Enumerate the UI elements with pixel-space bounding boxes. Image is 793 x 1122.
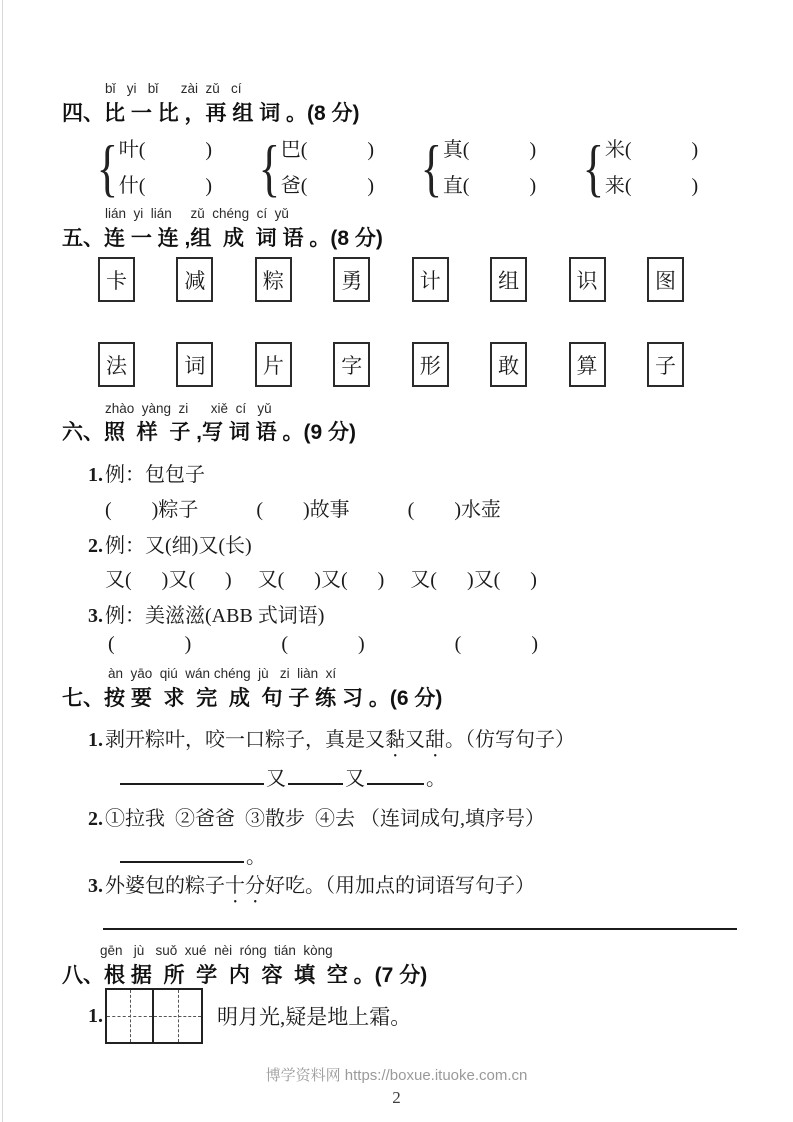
section-8-pinyin: gēn jù suǒ xué nèi róng tián kòng bbox=[100, 943, 333, 958]
section-8-title: 八、根 据 所 学 内 容 填 空 。(7 分) bbox=[62, 964, 428, 987]
grid-cell bbox=[107, 990, 154, 1042]
question-6-2 bbox=[88, 529, 252, 558]
conjunction: 又 bbox=[266, 768, 286, 790]
question-6-3-blanks bbox=[108, 633, 538, 656]
fill-blank bbox=[288, 763, 343, 785]
section-4-title: 四、比 一 比 ，再 组 词 。(8 分) bbox=[62, 102, 360, 125]
question-number: 1. bbox=[88, 729, 103, 751]
question-number: 2. bbox=[88, 535, 103, 557]
word-pair-top: 叶( ) bbox=[118, 139, 213, 161]
question-number: 1. bbox=[88, 464, 103, 486]
brace-icon: { bbox=[96, 132, 119, 203]
grid-dashed-horizontal bbox=[154, 1016, 201, 1017]
question-7-1-fill bbox=[118, 762, 446, 791]
question-6-3 bbox=[88, 599, 324, 628]
char-box: 计 bbox=[412, 257, 449, 302]
word-pair bbox=[254, 133, 374, 203]
blank-parens: ( ) bbox=[108, 633, 192, 655]
dotted-word: 十分 bbox=[225, 875, 265, 897]
char-box: 敢 bbox=[490, 342, 527, 387]
fill-blank bbox=[367, 763, 424, 785]
word-pair-top: 真( ) bbox=[442, 139, 537, 161]
sentence-text: ①拉我 ②爸爸 ③散步 ④去 （连词成句,填序号） bbox=[105, 808, 545, 830]
char-box: 词 bbox=[176, 342, 213, 387]
blank-parens: 又( )又( ) bbox=[105, 569, 232, 591]
section-7-pinyin: àn yāo qiú wán chéng jù zi liàn xí bbox=[108, 666, 337, 681]
char-box: 片 bbox=[255, 342, 292, 387]
section-5-title: 五、连 一 连 ,组 成 词 语 。(8 分) bbox=[62, 227, 383, 250]
question-7-1 bbox=[88, 723, 575, 762]
char-box: 子 bbox=[647, 342, 684, 387]
dotted-word: 黏 bbox=[385, 729, 405, 751]
question-7-2 bbox=[88, 802, 545, 831]
word-pair bbox=[416, 133, 536, 203]
char-box: 卡 bbox=[98, 257, 135, 302]
answer-line bbox=[103, 928, 737, 930]
section-4-pinyin: bǐ yi bǐ zài zǔ cí bbox=[105, 81, 242, 96]
grid-cell bbox=[154, 990, 201, 1042]
blank-parens: ( )粽子 bbox=[105, 499, 199, 521]
example-text: 例：又(细)又(长) bbox=[105, 535, 252, 557]
brace-icon: { bbox=[582, 132, 605, 203]
question-7-2-fill bbox=[118, 840, 266, 869]
blank-parens: 又( )又( ) bbox=[410, 569, 537, 591]
char-box: 算 bbox=[569, 342, 606, 387]
brace-icon: { bbox=[258, 132, 281, 203]
question-number: 1. bbox=[88, 1004, 103, 1027]
blank-parens: ( ) bbox=[454, 633, 538, 655]
question-number: 3. bbox=[88, 875, 103, 897]
brace-icon: { bbox=[420, 132, 443, 203]
question-6-1 bbox=[88, 458, 205, 487]
section-5-box-row-1 bbox=[98, 257, 684, 302]
word-pair-top: 米( ) bbox=[604, 139, 699, 161]
section-6-pinyin: zhào yàng zi xiě cí yǔ bbox=[105, 401, 272, 416]
grid-dashed-horizontal bbox=[107, 1016, 152, 1017]
question-7-3 bbox=[88, 869, 535, 908]
section-5-box-row-2 bbox=[98, 342, 684, 387]
char-box: 识 bbox=[569, 257, 606, 302]
blank-parens: ( )故事 bbox=[256, 499, 350, 521]
sentence-text: 剥开粽叶，咬一口粽子，真是又黏又甜。（仿写句子） bbox=[105, 729, 575, 751]
footer-site: 博学资料网 https://boxue.ituoke.com.cn bbox=[265, 1067, 528, 1084]
tian-zi-grid bbox=[105, 988, 203, 1044]
section-4-pairs bbox=[92, 133, 698, 203]
section-7-title: 七、按 要 求 完 成 句 子 练 习 。(6 分) bbox=[62, 687, 443, 710]
page-number: 2 bbox=[392, 1088, 401, 1107]
word-pair-bottom: 什( ) bbox=[118, 175, 213, 197]
question-6-2-blanks bbox=[105, 563, 537, 592]
char-box: 形 bbox=[412, 342, 449, 387]
section-5-pinyin: lián yi lián zǔ chéng cí yǔ bbox=[105, 206, 289, 221]
sentence-text: 外婆包的粽子十分好吃。（用加点的词语写句子） bbox=[105, 875, 535, 897]
char-box: 法 bbox=[98, 342, 135, 387]
fill-blank bbox=[120, 763, 264, 785]
char-box: 字 bbox=[333, 342, 370, 387]
char-box: 减 bbox=[176, 257, 213, 302]
word-pair bbox=[92, 133, 212, 203]
conjunction: 又 bbox=[345, 768, 365, 790]
example-text: 例：包包子 bbox=[105, 464, 205, 486]
question-number: 2. bbox=[88, 808, 103, 830]
period: 。 bbox=[426, 768, 446, 790]
blank-parens: 又( )又( ) bbox=[257, 569, 385, 591]
char-box: 图 bbox=[647, 257, 684, 302]
char-box: 勇 bbox=[333, 257, 370, 302]
fill-blank bbox=[120, 841, 244, 863]
word-pair-bottom: 来( ) bbox=[604, 175, 699, 197]
dotted-word: 甜 bbox=[425, 729, 445, 751]
word-pair-top: 巴( ) bbox=[280, 139, 375, 161]
example-text: 例：美滋滋(ABB 式词语) bbox=[105, 605, 325, 627]
word-pair-bottom: 直( ) bbox=[442, 175, 537, 197]
sentence-text: 明月光,疑是地上霜。 bbox=[217, 1005, 412, 1029]
question-number: 3. bbox=[88, 605, 103, 627]
char-box: 粽 bbox=[255, 257, 292, 302]
blank-parens: ( )水壶 bbox=[407, 499, 501, 521]
question-6-1-blanks bbox=[105, 493, 501, 522]
word-pair-bottom: 爸( ) bbox=[280, 175, 375, 197]
period: 。 bbox=[246, 846, 266, 868]
char-box: 组 bbox=[490, 257, 527, 302]
section-6-title: 六、照 样 子 ,写 词 语 。(9 分) bbox=[62, 421, 357, 444]
word-pair bbox=[578, 133, 698, 203]
question-8-1 bbox=[88, 988, 411, 1044]
blank-parens: ( ) bbox=[281, 633, 365, 655]
page-edge-line bbox=[2, 0, 3, 1122]
